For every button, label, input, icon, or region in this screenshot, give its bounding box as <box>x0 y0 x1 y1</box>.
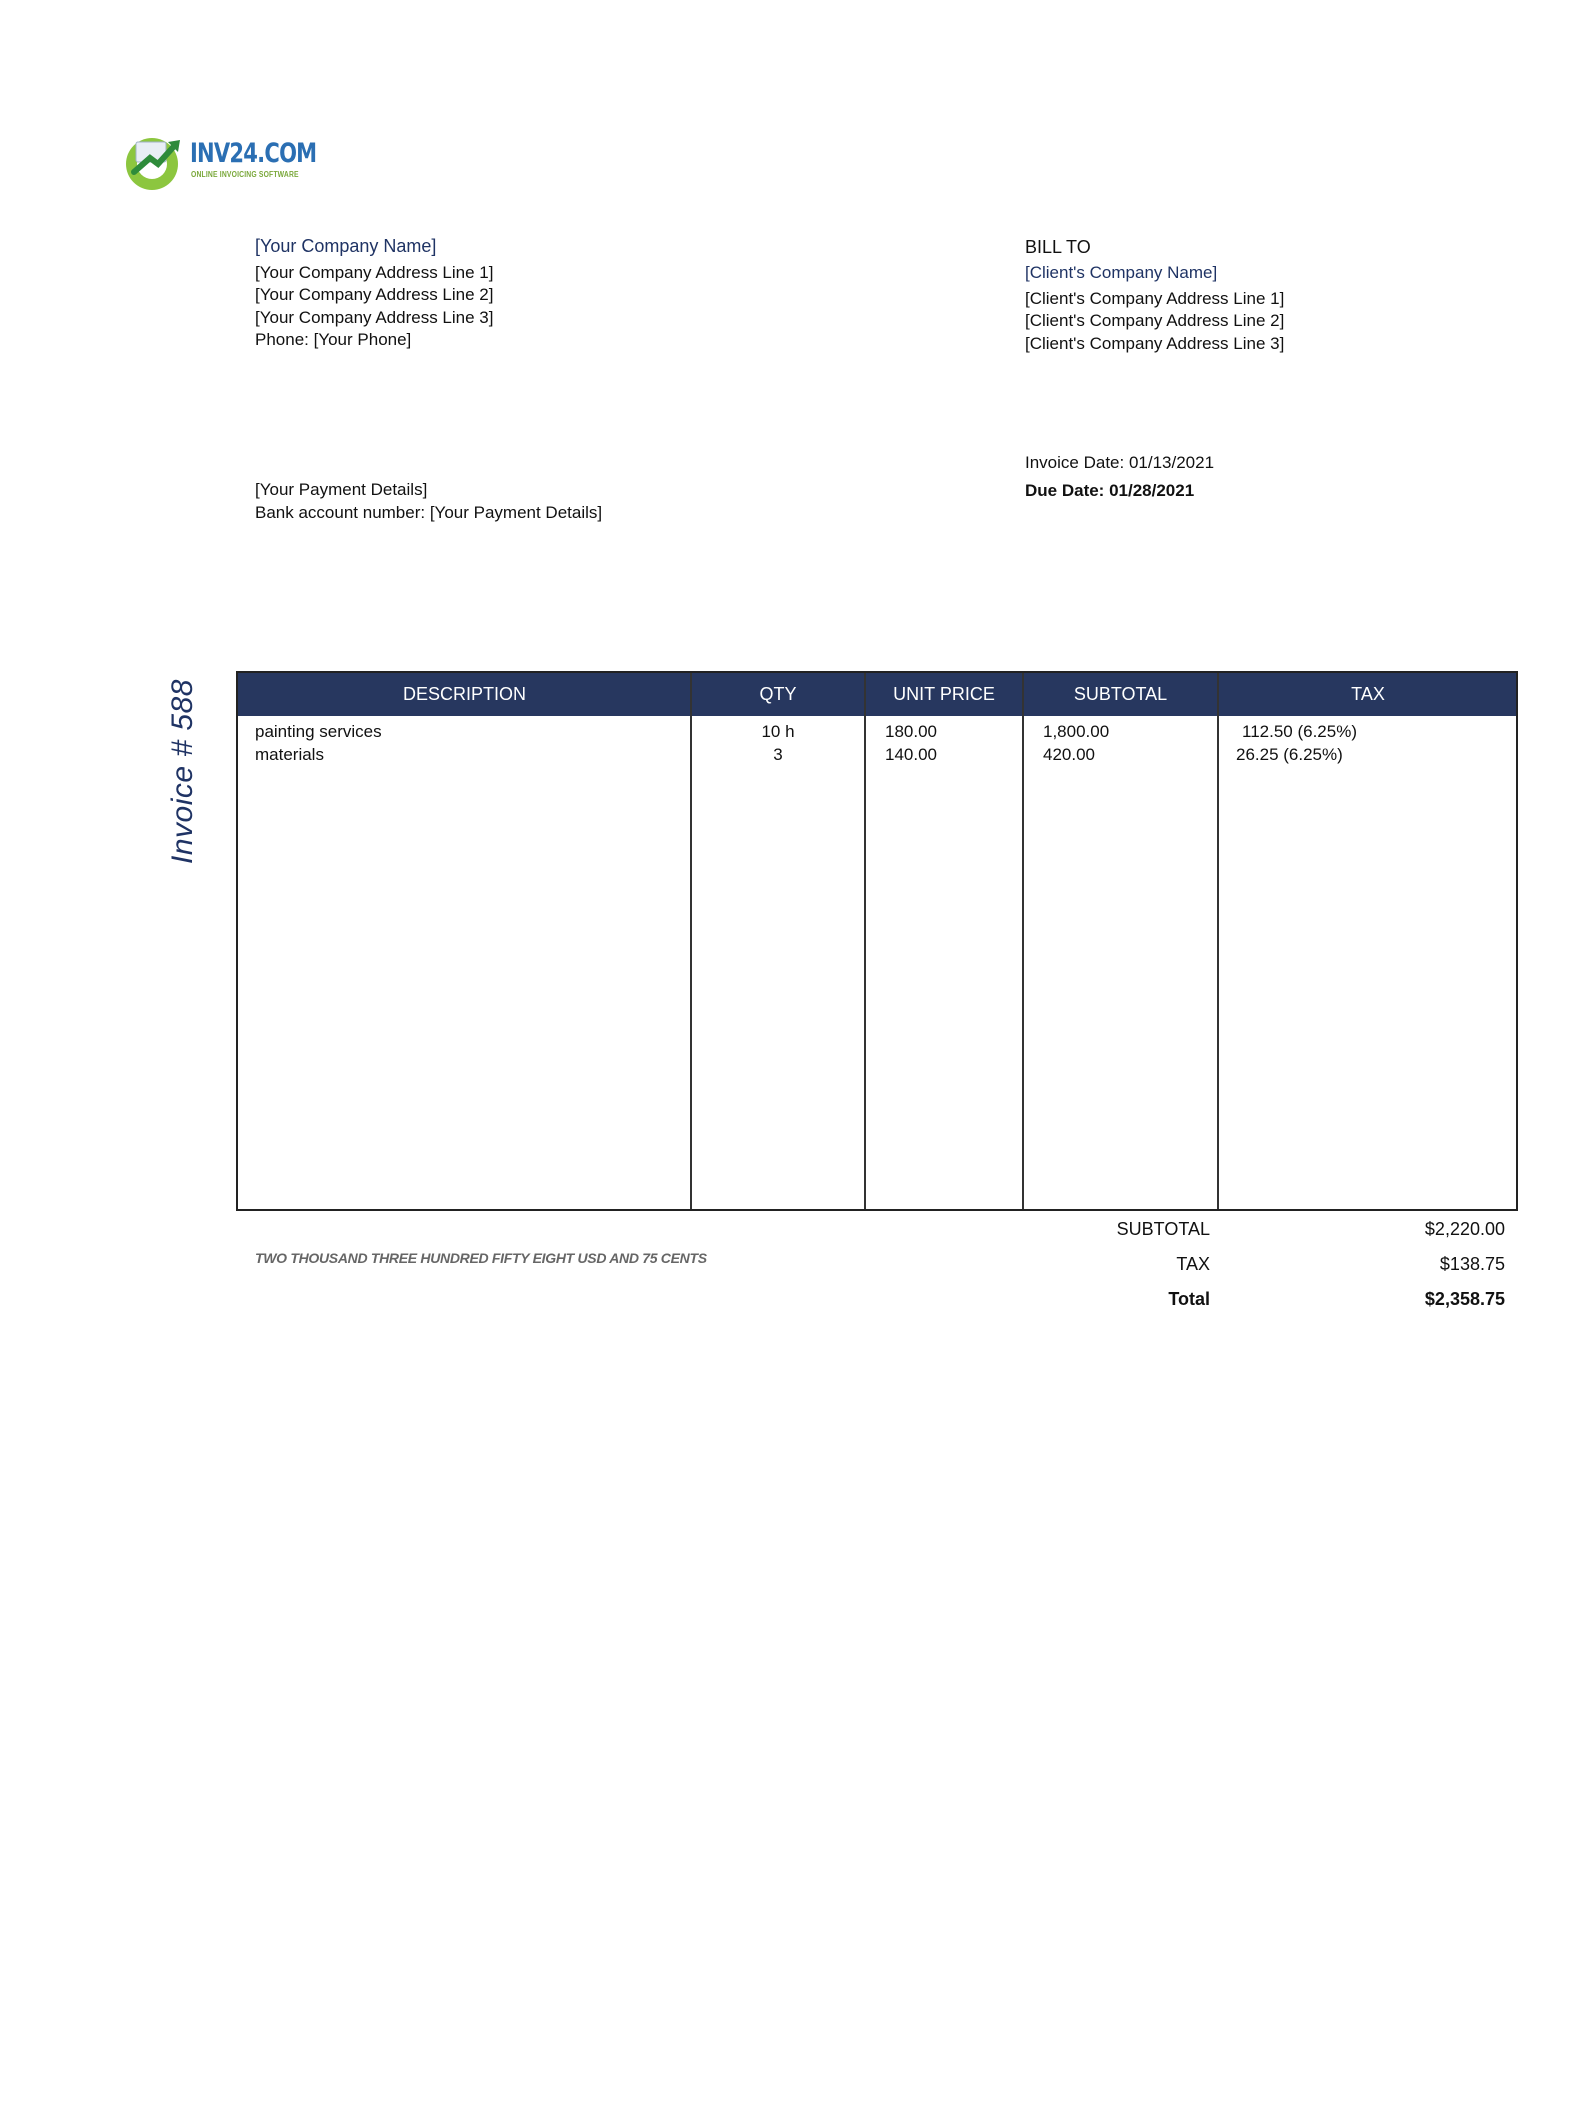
payment-details: [Your Payment Details] <box>255 480 428 499</box>
col-header-description: DESCRIPTION <box>402 684 526 704</box>
row-description: painting services <box>255 722 382 741</box>
client-company-name: [Client's Company Name] <box>1025 263 1218 282</box>
col-header-unit-price: UNIT PRICE <box>893 684 995 704</box>
logo-text: INV24.COM <box>190 138 317 169</box>
items-table <box>236 671 1518 1211</box>
total-value: $2,358.75 <box>1424 1289 1505 1309</box>
tax-label: TAX <box>1176 1254 1210 1274</box>
col-header-qty: QTY <box>759 684 797 704</box>
row-subtotal: 420.00 <box>1043 745 1095 764</box>
total-label: Total <box>1168 1289 1210 1309</box>
row-unit-price: 180.00 <box>885 722 937 741</box>
company-address-line-2: [Your Company Address Line 2] <box>255 285 494 304</box>
company-name: [Your Company Name] <box>255 236 437 256</box>
row-qty: 3 <box>773 745 783 764</box>
col-header-subtotal: SUBTOTAL <box>1073 684 1168 704</box>
row-subtotal: 1,800.00 <box>1043 722 1110 741</box>
invoice-number: Invoice # 588 <box>166 679 199 864</box>
company-address-line-1: [Your Company Address Line 1] <box>255 263 494 282</box>
bill-to-heading: BILL TO <box>1025 237 1091 257</box>
column-divider <box>1217 673 1219 1209</box>
client-address-line-3: [Client's Company Address Line 3] <box>1025 334 1285 353</box>
row-tax: 112.50 (6.25%) <box>1242 722 1357 741</box>
row-description: materials <box>255 745 324 764</box>
due-date: Due Date: 01/28/2021 <box>1025 481 1195 500</box>
logo-tagline: ONLINE INVOICING SOFTWARE <box>191 170 299 179</box>
row-tax: 26.25 (6.25%) <box>1236 745 1343 764</box>
company-address-line-3: [Your Company Address Line 3] <box>255 308 494 327</box>
table-header <box>238 673 1516 716</box>
col-header-tax: TAX <box>1351 684 1385 704</box>
client-address-line-1: [Client's Company Address Line 1] <box>1025 289 1285 308</box>
client-address-line-2: [Client's Company Address Line 2] <box>1025 311 1285 330</box>
tax-value: $138.75 <box>1439 1254 1505 1274</box>
row-qty: 10 h <box>761 722 795 741</box>
subtotal-value: $2,220.00 <box>1424 1219 1505 1239</box>
column-divider <box>1022 673 1024 1209</box>
logo-icon <box>122 132 188 192</box>
row-unit-price: 140.00 <box>885 745 937 764</box>
bank-account: Bank account number: [Your Payment Details] <box>255 503 603 522</box>
invoice-date: Invoice Date: 01/13/2021 <box>1025 453 1215 472</box>
company-phone: Phone: [Your Phone] <box>255 330 412 349</box>
amount-in-words: TWO THOUSAND THREE HUNDRED FIFTY EIGHT USD AND 75 CENTS <box>255 1250 707 1266</box>
subtotal-label: SUBTOTAL <box>1116 1219 1210 1239</box>
